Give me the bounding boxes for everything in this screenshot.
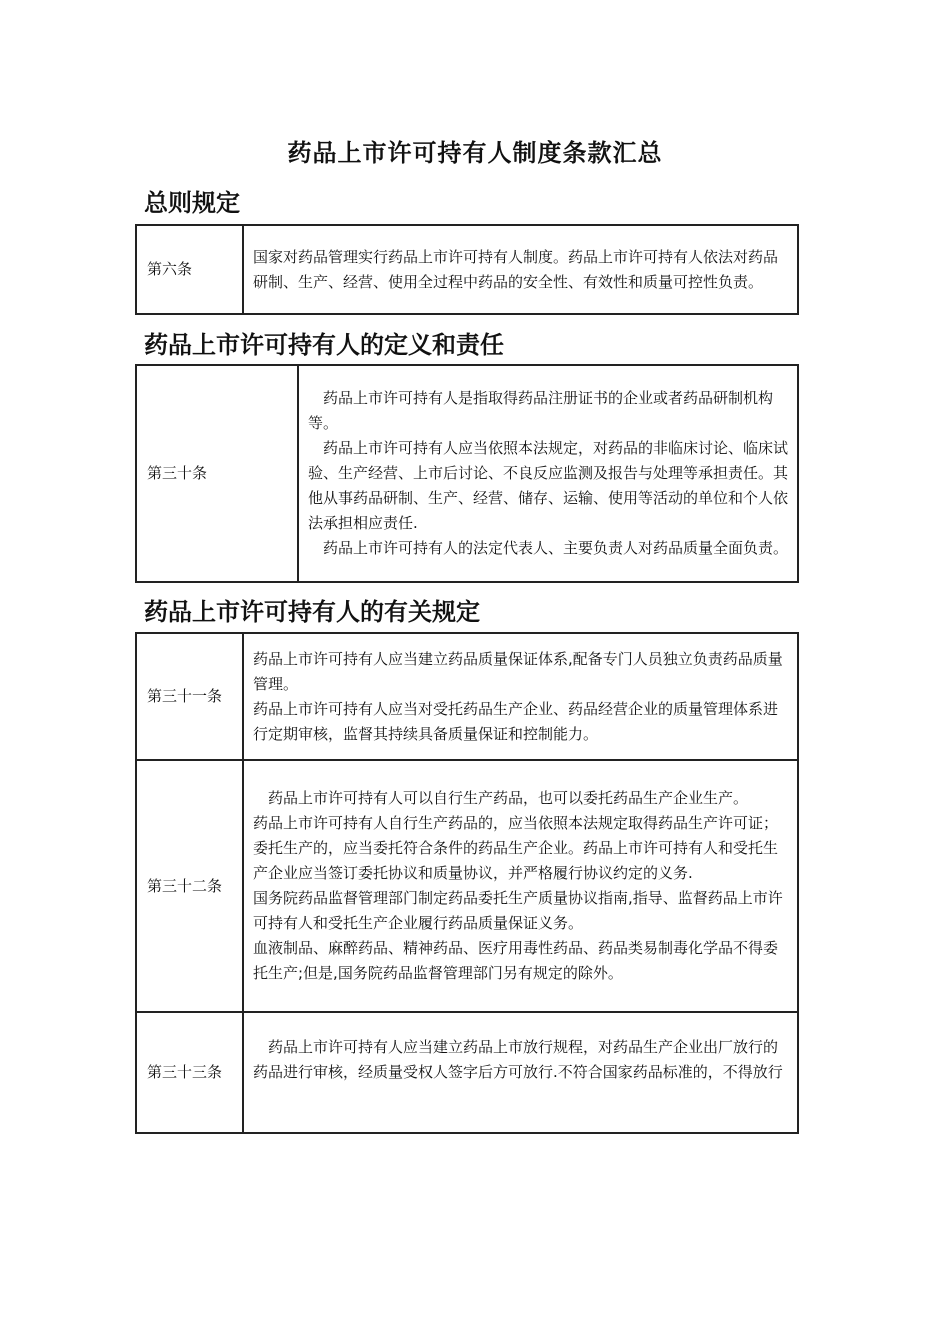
article-paragraph: 药品上市许可持有人是指取得药品注册证书的企业或者药品研制机构等。 — [308, 389, 774, 432]
section-heading-general: 总则规定 — [144, 189, 240, 217]
article-number: 第三十三条 — [136, 1012, 243, 1133]
section-heading-definition: 药品上市许可持有人的定义和责任 — [144, 331, 504, 359]
article-paragraph: 药品上市许可持有人的法定代表人、主要负责人对药品质量全面负责。 — [323, 539, 789, 557]
article-paragraph: 国务院药品监督管理部门制定药品委托生产质量协议指南,指导、监督药品上市许可持有人和受托生产企业履行药品质量保证义务。 — [253, 889, 783, 932]
table-row — [136, 633, 798, 760]
table-row — [136, 365, 798, 582]
clause-table-general — [135, 224, 799, 315]
article-paragraph: 药品上市许可持有人可以自行生产药品，也可以委托药品生产企业生产。 — [268, 789, 749, 807]
article-text — [243, 633, 798, 760]
article-paragraph: 药品上市许可持有人应当建立药品质量保证体系,配备专门人员独立负责药品质量管理。 — [253, 649, 783, 693]
document-title: 药品上市许可持有人制度条款汇总 — [287, 139, 663, 167]
article-text — [298, 365, 798, 582]
article-paragraph: 药品上市许可持有人应当对受托药品生产企业、药品经营企业的质量管理体系进行定期审核，监督其持续具备质量保证和控制能力。 — [253, 699, 779, 743]
table-row — [136, 760, 798, 1012]
article-number: 第六条 — [136, 225, 243, 314]
article-text — [243, 225, 798, 314]
article-paragraph: 药品上市许可持有人自行生产药品的，应当依照本法规定取得药品生产许可证；委托生产的，应当委托符合条件的药品生产企业。药品上市许可持有人和受托生产企业应当签订委托协议和质量协议，并严格履行协议约定的义务. — [253, 814, 779, 882]
clause-table-provisions — [135, 632, 799, 1134]
article-text — [243, 1012, 798, 1133]
article-text — [243, 760, 798, 1012]
article-paragraph: 国家对药品管理实行药品上市许可持有人制度。药品上市许可持有人依法对药品研制、生产、经营、使用全过程中药品的安全性、有效性和质量可控性负责。 — [253, 247, 779, 291]
article-paragraph: 血液制品、麻醉药品、精神药品、医疗用毒性药品、药品类易制毒化学品不得委托生产;但是,国务院药品监督管理部门另有规定的除外。 — [253, 939, 779, 982]
article-number: 第三十条 — [136, 365, 298, 582]
article-number: 第三十二条 — [136, 760, 243, 1012]
clause-table-definition — [135, 364, 799, 583]
table-row — [136, 1012, 798, 1133]
section-heading-provisions: 药品上市许可持有人的有关规定 — [144, 598, 480, 626]
article-paragraph: 药品上市许可持有人应当依照本法规定，对药品的非临床讨论、临床试验、生产经营、上市后讨论、不良反应监测及报告与处理等承担责任。其他从事药品研制、生产、经营、储存、运输、使用等活动的单位和个人依法承担相应责任. — [308, 439, 789, 532]
article-number: 第三十一条 — [136, 633, 243, 760]
table-row — [136, 225, 798, 314]
article-paragraph: 药品上市许可持有人应当建立药品上市放行规程，对药品生产企业出厂放行的药品进行审核，经质量受权人签字后方可放行.不符合国家药品标准的，不得放行 — [253, 1038, 783, 1081]
